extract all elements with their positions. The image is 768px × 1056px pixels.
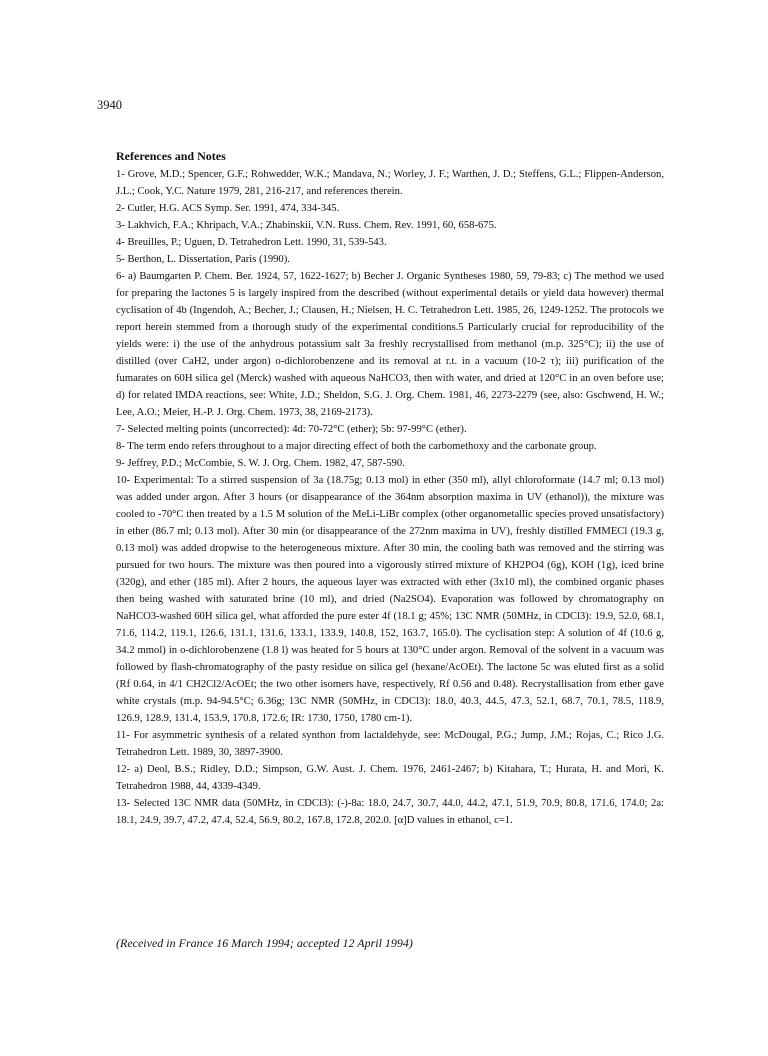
reference-11: 11- For asymmetric synthesis of a related synthon from lactaldehyde, see: McDougal, P.G.; Jump, J.M.; Rojas, C.; Rico J.G. Tetrahedron Lett. 1989, 30, 3897-3900. (116, 730, 664, 758)
reference-3: 3- Lakhvich, F.A.; Khripach, V.A.; Zhabinskii, V.N. Russ. Chem. Rev. 1991, 60, 658-675. (116, 220, 497, 231)
reference-2: 2- Cutler, H.G. ACS Symp. Ser. 1991, 474, 334-345. (116, 203, 340, 214)
reference-13: 13- Selected 13C NMR data (50MHz, in CDCl3): (-)-8a: 18.0, 24.7, 30.7, 44.0, 44.2, 47.1, 51.9, 70.9, 80.8, 171.6, 174.0; 2a: 18.1, 24.9, 39.7, 47.2, 47.4, 52.4, 56.9, 80.2, 167.8, 172.8, 202.0. [α]D values in ethanol, c=1. (116, 798, 664, 826)
reference-10: 10- Experimental: To a stirred suspension of 3a (18.75g; 0.13 mol) in ether (350 ml), allyl chloroformate (14.7 ml; 0.13 mol) was added under argon. After 3 hours (or disappearance of the 364nm absorption maxima in UV (ethanol)), the mixture was cooled to -70°C then treated by a 1.5 M solution of the MeLi-LiBr complex (other organometallic species proved unsatisfactory) in ether (86.7 ml; 0.13 mol). After 30 min (or disappearance of the 272nm maxima in UV), freshly distilled FMMECl (19.3 g, 0.13 mol) was added dropwise to the heterogeneous mixture. After 30 min, the cooling bath was removed and the stirring was pursued for two hours. The mixture was then poured into a vigorously stirred mixture of KH2PO4 (6g), KOH (1g), iced brine (320g), and ether (185 ml). After 2 hours, the aqueous layer was extracted with ether (3x10 ml), the combined organic phases then being washed with saturated brine (10 ml), and dried (Na2SO4). Evaporation was followed by chromatography on NaHCO3-washed 60H silica gel, what afforded the pure ester 4f (18.1 g; 45%; 13C NMR (50MHz, in CDCl3): 19.9, 52.0, 68.1, 71.6, 114.2, 119.1, 126.6, 131.1, 131.6, 133.1, 133.9, 140.8, 152, 163.7, 165.0). The cyclisation step: A solution of 4f (10.6 g, 34.2 mmol) in o-dichlorobenzene (1.8 l) was heated for 5 hours at 130°C under argon. Removal of the solvent in a vacuum was followed by flash-chromatography of the pasty residue on silica gel (hexane/AcOEt). The lactone 5c was eluted first as a solid (Rf 0.64, in 4/1 CH2Cl2/AcOEt; the two other isomers have, respectively, Rf 0.56 and 0.48). Recrystallisation from ether gave white crystals (m.p. 94-94.5°C; 6.36g; 13C NMR (50MHz, in CDCl3): 18.0, 40.3, 44.5, 47.3, 52.1, 68.7, 70.1, 78.5, 118.9, 126.9, 128.9, 131.4, 153.9, 170.8, 172.6; IR: 1730, 1750, 1780 cm-1). (116, 475, 664, 724)
reference-8: 8- The term endo refers throughout to a major directing effect of both the carbomethoxy and the carbonate group. (116, 441, 597, 452)
reference-4: 4- Breuilles, P.; Uguen, D. Tetrahedron Lett. 1990, 31, 539-543. (116, 237, 387, 248)
reference-7: 7- Selected melting points (uncorrected): 4d: 70-72°C (ether); 5b: 97-99°C (ether). (116, 424, 467, 435)
references-heading: References and Notes (116, 149, 226, 163)
references-section (116, 148, 664, 829)
received-note: (Received in France 16 March 1994; accepted 12 April 1994) (116, 936, 413, 950)
reference-12: 12- a) Deol, B.S.; Ridley, D.D.; Simpson, G.W. Aust. J. Chem. 1976, 2461-2467; b) Kitahara, T.; Hurata, H. and Mori, K. Tetrahedron 1988, 44, 4339-4349. (116, 764, 664, 792)
reference-5: 5- Berthon, L. Dissertation, Paris (1990). (116, 254, 290, 265)
page-number: 3940 (97, 98, 122, 112)
reference-9: 9- Jeffrey, P.D.; McCombie, S. W. J. Org. Chem. 1982, 47, 587-590. (116, 458, 405, 469)
reference-6: 6- a) Baumgarten P. Chem. Ber. 1924, 57, 1622-1627; b) Becher J. Organic Syntheses 1980, 59, 79-83; c) The method we used for preparing the lactones 5 is largely inspired from the described (without experimental details or yield data however) thermal cyclisation of 4b (Ingendoh, A.; Becher, J.; Clausen, H.; Nielsen, H. C. Tetrahedron Lett. 1985, 26, 1249-1252. The protocols we report herein stemmed from a thorough study of the experimental conditions.5 Particularly crucial for reproducibility of the yields were: i) the use of the anhydrous potassium salt 3a freshly recrystallised from methanol (m.p. 325°C); ii) the use of distilled (over CaH2, under argon) o-dichlorobenzene and its removal at r.t. in a vacuum (10-2 τ); iii) purification of the fumarates on 60H silica gel (Merck) washed with aqueous NaHCO3, then with water, and dried at 120°C in an oven before use; d) for related IMDA reactions, see: White, J.D.; Sheldon, S.G. J. Org. Chem. 1981, 46, 2273-2279 (see, also: Gschwend, H. W.; Lee, A.O.; Meier, H.-P. J. Org. Chem. 1973, 38, 2169-2173). (116, 271, 664, 418)
reference-1: 1- Grove, M.D.; Spencer, G.F.; Rohwedder, W.K.; Mandava, N.; Worley, J. F.; Warthen, J. D.; Steffens, G.L.; Flippen-Anderson, J.L.; Cook, Y.C. Nature 1979, 281, 216-217, and references therein. (116, 169, 664, 197)
